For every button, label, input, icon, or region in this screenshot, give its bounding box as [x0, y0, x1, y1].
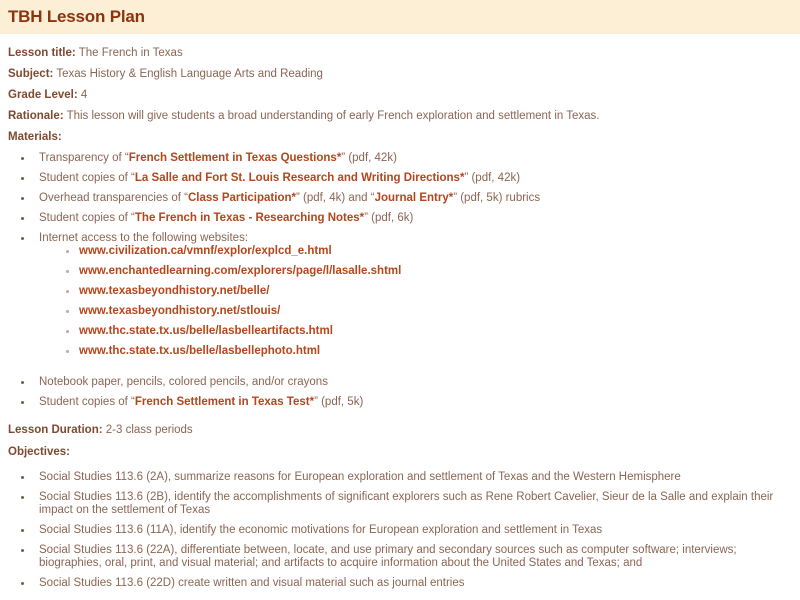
- materials-heading: Materials:: [8, 131, 62, 143]
- objective-item: Social Studies 113.6 (22D) create written and visual material such as journal entries: [8, 577, 792, 590]
- questions-pdf-link[interactable]: French Settlement in Texas Questions*: [128, 152, 342, 164]
- researching-notes-pdf-link[interactable]: The French in Texas - Researching Notes*: [134, 212, 365, 224]
- class-participation-pdf-link[interactable]: Class Participation*: [187, 192, 296, 204]
- list-item: [8, 212, 792, 225]
- objective-item: Social Studies 113.6 (2A), summarize reasons for European exploration and settlement of Texas and the Western Hemisphere: [8, 471, 792, 484]
- list-item: [8, 376, 792, 389]
- journal-entry-pdf-link[interactable]: Journal Entry*: [374, 192, 454, 204]
- item-text: ” (pdf, 4k) and “: [295, 192, 375, 204]
- list-item: [8, 232, 792, 369]
- rationale-value: This lesson will give students a broad understanding of early French exploration and settlement in Texas.: [63, 110, 600, 122]
- research-directions-pdf-link[interactable]: La Salle and Fort St. Louis Research and Writing Directions*: [134, 172, 465, 184]
- grade-level-field: [8, 88, 792, 102]
- item-text: ” (pdf, 42k): [341, 152, 397, 164]
- item-text: Overhead transparencies of “: [39, 192, 188, 204]
- item-text: ” (pdf, 5k): [314, 396, 364, 408]
- website-item: [79, 265, 792, 278]
- item-text: ” (pdf, 5k) rubrics: [453, 192, 541, 204]
- website-item: [79, 305, 792, 318]
- website-link[interactable]: www.thc.state.tx.us/belle/lasbellephoto.html: [79, 345, 321, 357]
- subject-value: Texas History & English Language Arts and Reading: [53, 68, 323, 80]
- rationale-field: [8, 109, 792, 123]
- website-item: [79, 245, 792, 258]
- objective-item: Social Studies 113.6 (11A), identify the economic motivations for European exploration and settlement in Texas: [8, 524, 792, 537]
- lesson-title-label: Lesson title:: [8, 47, 76, 59]
- item-text: Internet access to the following websites:: [39, 232, 249, 244]
- lesson-title-value: The French in Texas: [75, 47, 183, 59]
- item-text: ” (pdf, 42k): [464, 172, 521, 184]
- website-item: [79, 285, 792, 298]
- lesson-duration-label: Lesson Duration:: [8, 424, 103, 436]
- objectives-heading: Objectives:: [8, 446, 70, 458]
- list-item: [8, 152, 792, 165]
- websites-list: [39, 245, 792, 358]
- website-link[interactable]: www.civilization.ca/vmnf/explor/explcd_e.html: [79, 245, 332, 257]
- page-header: [0, 0, 800, 34]
- objectives-list: [8, 471, 792, 590]
- objective-item: Social Studies 113.6 (22A), differentiate between, locate, and use primary and secondary sources such as computer software; interviews; biographies, oral, print, and visual material; and artifacts to acquire information about the United States and Texas; and: [8, 544, 792, 570]
- item-text: Student copies of “: [39, 172, 135, 184]
- website-item: [79, 345, 792, 358]
- page-title: TBH Lesson Plan: [8, 7, 145, 26]
- lesson-plan-body: [0, 34, 800, 590]
- list-item: [8, 192, 792, 205]
- website-link[interactable]: www.thc.state.tx.us/belle/lasbelleartifacts.html: [79, 325, 333, 337]
- subject-label: Subject:: [8, 68, 54, 80]
- subject-field: [8, 67, 792, 81]
- lesson-title-field: [8, 46, 792, 60]
- materials-list: [8, 152, 792, 409]
- list-item: [8, 172, 792, 185]
- objective-item: Social Studies 113.6 (2B), identify the accomplishments of significant explorers such as Rene Robert Cavelier, Sieur de la Salle and explain their impact on the settlement of Texas: [8, 491, 792, 517]
- lesson-duration-value: 2-3 class periods: [102, 424, 193, 436]
- website-link[interactable]: www.enchantedlearning.com/explorers/page/l/lasalle.shtml: [79, 265, 402, 277]
- item-text: Notebook paper, pencils, colored pencils, and/or crayons: [39, 376, 328, 388]
- item-text: Transparency of “: [39, 152, 129, 164]
- item-text: Student copies of “: [39, 212, 135, 224]
- website-link[interactable]: www.texasbeyondhistory.net/belle/: [79, 285, 270, 297]
- item-text: ” (pdf, 6k): [364, 212, 414, 224]
- item-text: Student copies of “: [39, 396, 135, 408]
- grade-level-value: 4: [77, 89, 88, 101]
- website-link[interactable]: www.texasbeyondhistory.net/stlouis/: [79, 305, 281, 317]
- test-pdf-link[interactable]: French Settlement in Texas Test*: [134, 396, 315, 408]
- grade-level-label: Grade Level:: [8, 89, 78, 101]
- website-item: [79, 325, 792, 338]
- list-item: [8, 396, 792, 409]
- rationale-label: Rationale:: [8, 110, 64, 122]
- lesson-duration-field: [8, 423, 792, 437]
